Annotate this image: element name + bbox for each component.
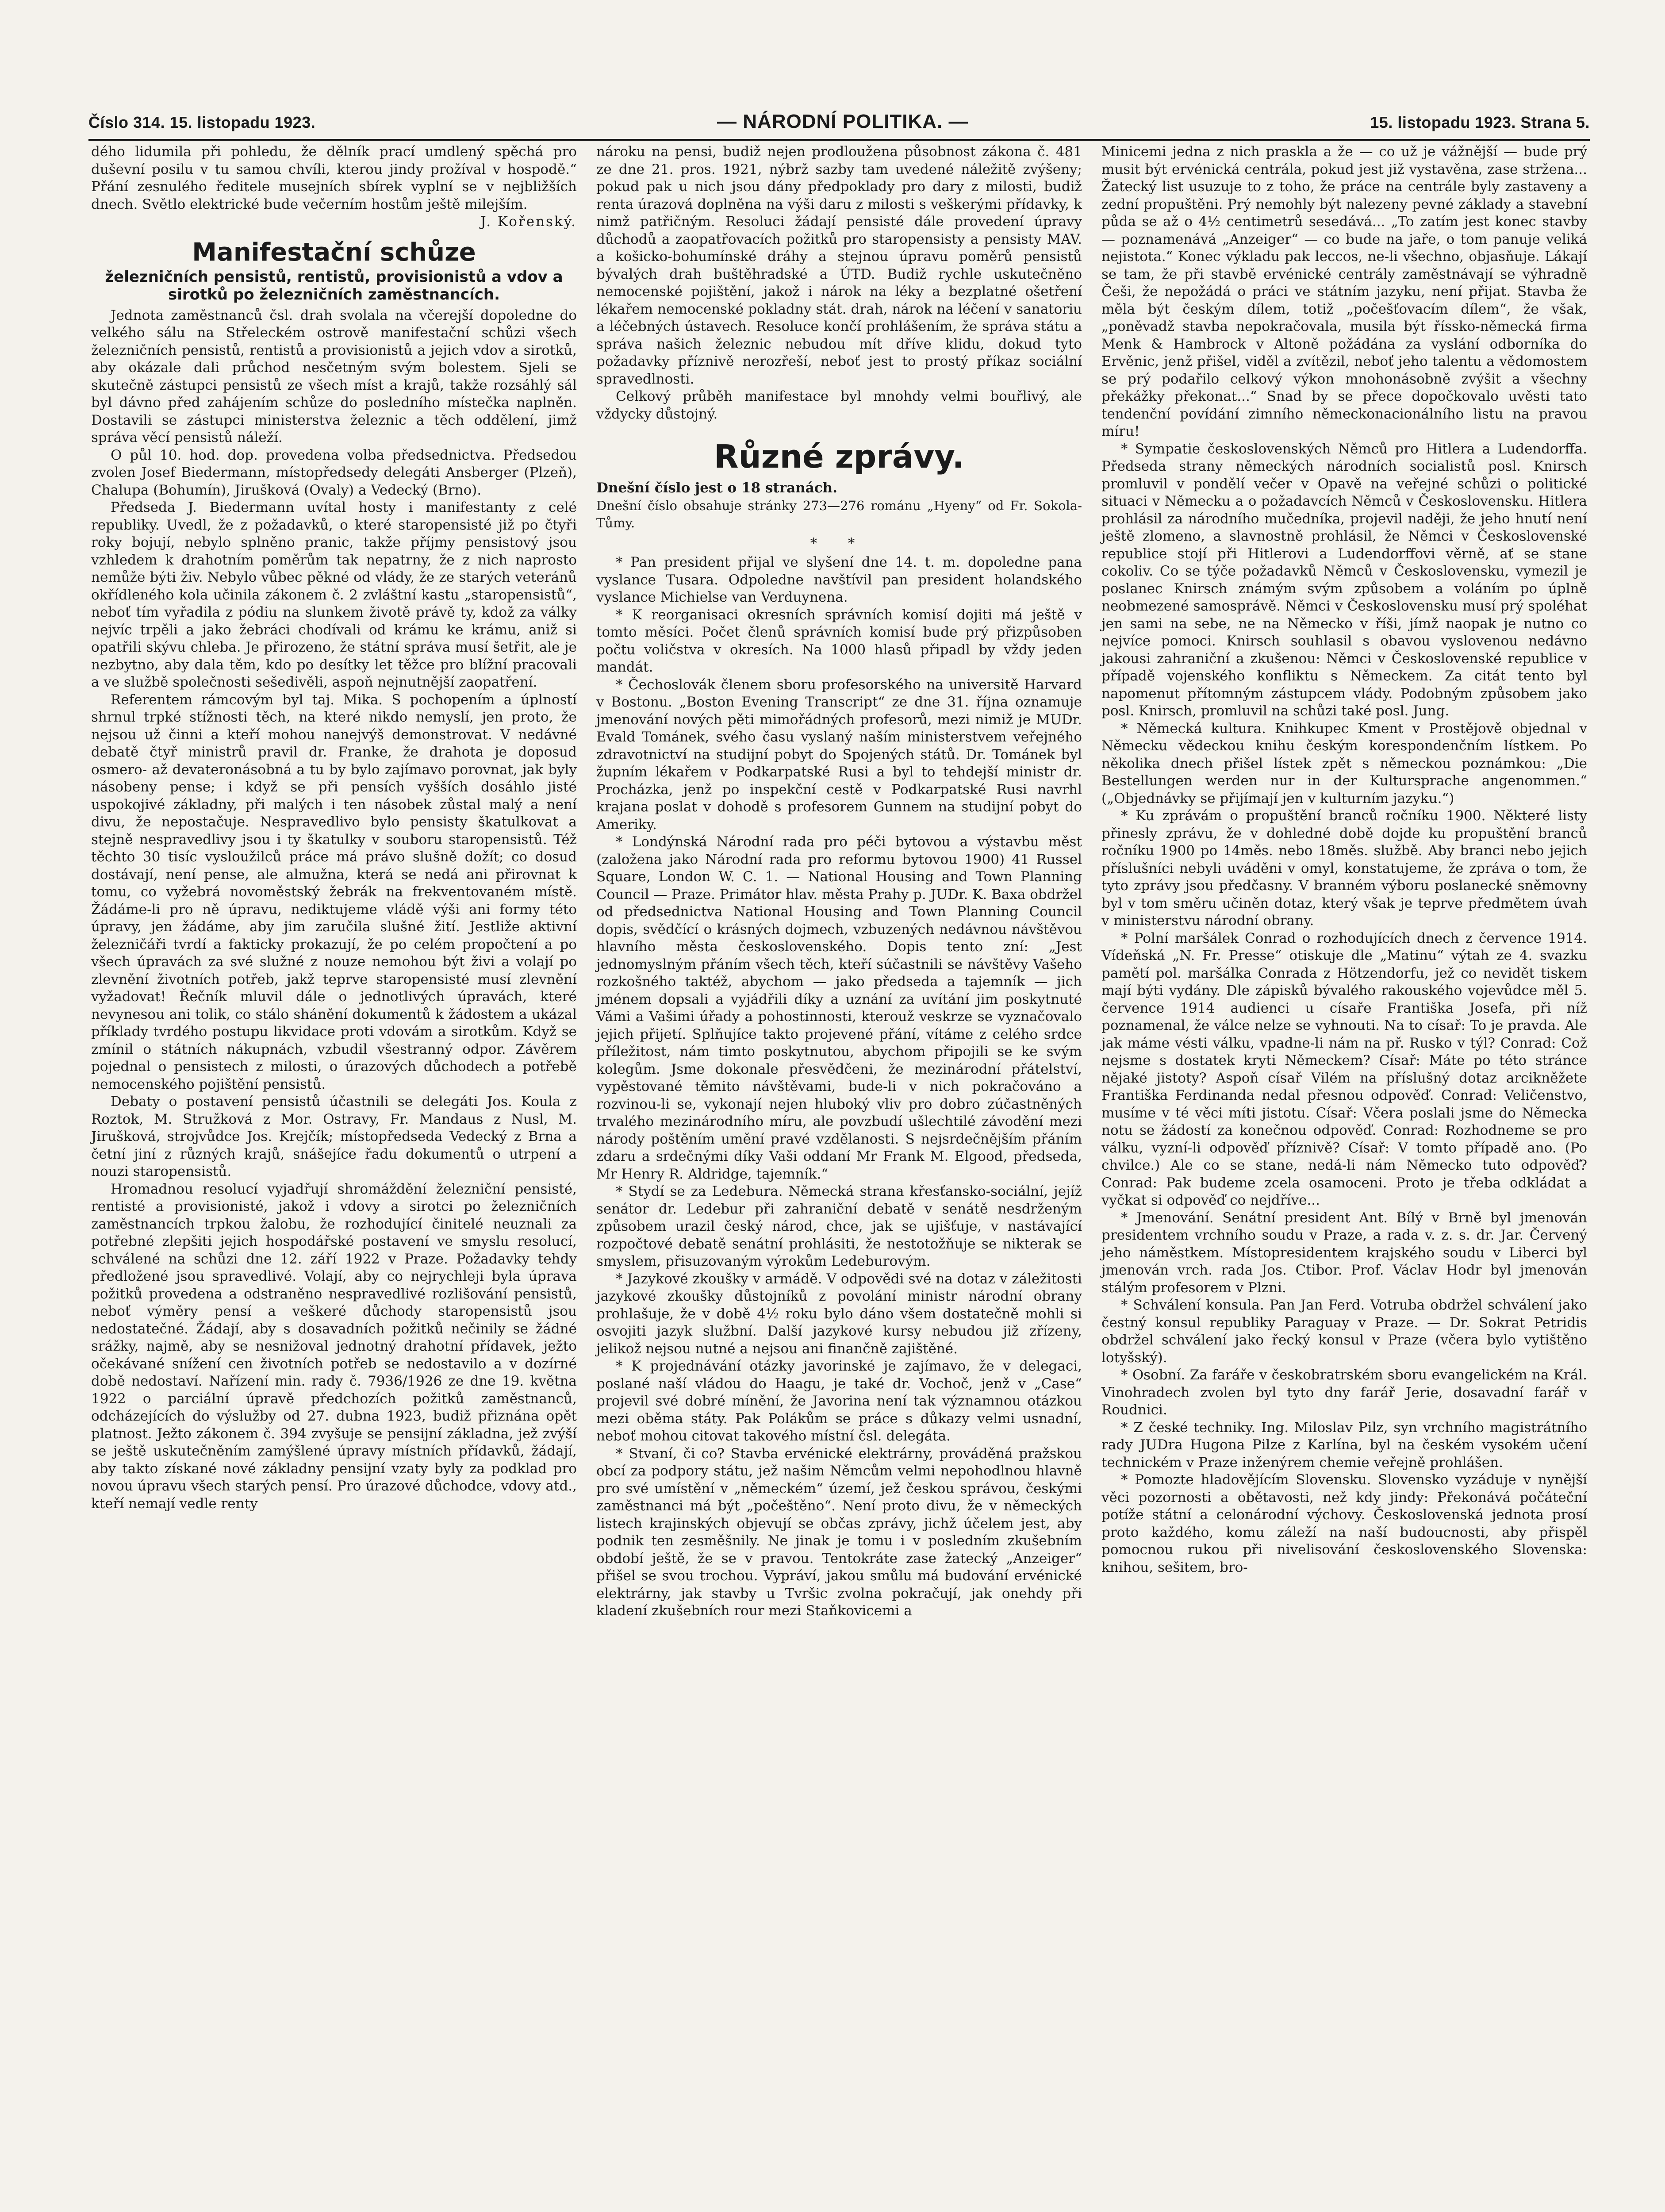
news-item: * Pan president přijal ve slyšení dne 14. t. m. dopoledne pana vyslance Tusara. Odpoledne navštívil pan president holandského vyslance Michielse van Verduynena. [596, 554, 1082, 605]
news-item: * Jazykové zkoušky v armádě. V odpovědi své na dotaz v záležitosti jazykové zkoušky důstojníků z povolání ministr národní obrany prohlašuje, že v době 4½ roku bylo dáno všem dostatečně mohli si osvojiti jazyk službní. Další jazykové kursy nebudou již zřízeny, jelikož nejsou nutné a nejsou ani finančně zajištěné. [596, 1271, 1082, 1357]
paragraph: Předseda J. Biedermann uvítal hosty i manifestanty z celé republiky. Uvedl, že z požadavků, o které staropensisté již po čtyři roky bojují, nebylo splněno pranic, takže příjmy pensistový jsou vzhledem k drahotním poměrům tak nepatrny, že z nich naprosto nemůže býti živ. Nebylo vůbec pěkné od vlády, že ze starých veteránů okřídleného kola učinila zákonem č. 2 zvláštní kastu „staropensistů“, neboť tím vyřadila z pódiu na slunkem životě právě ty, kdož za války nejvíc trpěli a jako žebráci chodívali od krámu ke krámu, aniž si opatřili skývu chleba. Je přirozeno, že státní správa musí šetřit, ale je nezbytno, aby dala těm, kdo po desítky let těžce pro blížní pracovali a ve službě společnosti sešedivěli, aspoň nejnutnější zaopatření. [91, 499, 577, 690]
separator-stars: * * [810, 535, 868, 551]
paragraph: O půl 10. hod. dop. provedena volba předsednictva. Předsedou zvolen Josef Biedermann, místopředsedy delegáti Ansberger (Plzeň), Chalupa (Bohumín), Jirušková (Ovaly) a Vedecký (Brno). [91, 447, 577, 498]
header-rule [88, 139, 1590, 141]
header-page-number: 15. listopadu 1923. Strana 5. [1370, 113, 1590, 131]
paragraph: dého lidumila při pohledu, že dělník prací umdlený spěchá pro duševní posilu v tu samou chvíli, kterou jindy prožíval v hospodě.“ Přání zesnulého ředitele musejních sbírek vyplní se v nejbližších dnech. Světlo elektrické bude večerním hostům ještě milejším. [91, 144, 577, 212]
newspaper-title: — NÁRODNÍ POLITIKA. — [717, 111, 969, 132]
author-signature: J. Kořenský. [480, 214, 577, 230]
news-item: * K projednávání otázky javorinské je zajímavo, že v delegaci, poslané naší vládou do Haagu, je také dr. Vochoč, jenž v „Case“ projevil své dobré mínění, že Javorina není tak významnou otázkou mezi oběma státy. Pak Polákům se práce s důkazy velmi usnadní, neboť mohou citovat takového místní čsl. delegáta. [596, 1358, 1082, 1444]
section-heading: Různé zprávy. [714, 438, 964, 475]
news-item: * Stvaní, či co? Stavba ervénické elektrárny, prováděná pražskou obcí za podpory státu, jež našim Němcům velmi nepohodlnou hlavně pro své umístění v „německém“ území, jež českou správou, českými zaměstnanci má být „počeštěno“. Není proto divu, že v německých listech krajinských objevují se občas zprávy, jichž účelem jest, aby podnik ten zesměšnily. Ne jinak je tomu i v posledním zkušebním období ještě, že se v pravou. Tentokráte zase žatecký „Anzeiger“ přišel se svou trochou. Vypráví, jakou smůlu má budování ervénické elektrárny, jak stavby u Tvršic zvolna pokračují, jak onehdy při kladení zkušebních rour mezi Staňkovicemi a [596, 1445, 1082, 1619]
paragraph: Referentem rámcovým byl taj. Mika. S pochopením a úplností shrnul trpké stížnosti těch, na které nikdo nemyslí, jen proto, že nejsou už činni a kteří mohou nanejvýš demonstrovat. V nedávné debatě čtyř ministrů pravil dr. Franke, že drahota je doposud osmero- až devateronásobná a tu by bylo zajímavo porovnat, jak byly násobeny pense; i když se při pensích vyšších dosáhlo jisté uspokojivé základny, při malých i ten násobek zůstal malý a není divu, že nepostačuje. Nespravedlivo bylo pensisty škatulkovat a stejně nespravedlivy jsou i ty škatulky v souboru staropensistů. Též těchto 30 tisíc vysloužilců práce má právo slušně dožít; co dosud dostávají, není pense, ale almužna, která se nedá ani přirovnat k tomu, co vyžebrá novoměstský žebrák na frekventovaném místě. Žádáme-li pro ně úpravu, nediktujeme vládě výši ani formy této úpravy, jen žádáme, aby jim zaručila slušné žití. Jestliže aktivní železničáři tvrdí a fakticky prokazují, že po celém propočtení a po všech úpravách za své služné z nouze nemohou být živi a volají po zlevnění životních potřeb, jakž teprve staropensisté musí zlevnění vyžadovat! Řečník mluvil dále o jednotlivých úpravách, které nevynesou ani tolik, co stálo shánění dokumentů k žádostem a ukázal příklady tvrdého postupu likvidace proti vdovám a sirotkům. Když se zmínil o státních nákupnách, vzbudil všestranný odpor. Závěrem pojednal o pensistech z milosti, o úrazových důchodech a potřebě nemocenského pojištění pensistů. [91, 691, 577, 1092]
paragraph: Jednota zaměstnanců čsl. drah svolala na včerejší dopoledne do velkého sálu na Střeleckém ostrově manifestační schůzi všech železničních pensistů, rentistů a provisionistů a jejich vdov a sirotků, aby okázale dali průchod nesčetným svým bolestem. Sjeli se skutečně zástupci pensistů ze všech míst a krajů, takže rozsáhlý sál byl dávno před zahájením schůze do posledního místečka naplněn. Dostavili se zástupci ministerstva železnic a těch oddělení, jimž správa věcí pensistů náleží. [91, 307, 577, 445]
page-header [88, 111, 1590, 139]
column-3 [1099, 143, 1590, 2212]
news-item: * Osobní. Za faráře v českobratrském sboru evangelickém na Král. Vinohradech zvolen byl tyto dny farář Jerie, dosavadní farář v Roudnici. [1101, 1367, 1587, 1418]
article-subheading: železničních pensistů, rentistů, provisionistů a vdov a sirotků po železničních zaměstnancích. [105, 268, 563, 303]
paragraph: Celkový průběh manifestace byl mnohdy velmi bouřlivý, ale vždycky důstojný. [596, 388, 1082, 422]
article-heading: Manifestační schůze [192, 238, 476, 267]
news-item: * Polní maršálek Conrad o rozhodujících dnech z července 1914. Vídeňská „N. Fr. Presse“ otiskuje dle „Matinu“ výtah ze 4. svazku pamětí pol. maršálka Conrada z Hötzendorfu, jež co nevidět tiskem mají býti vydány. Dle zápisků bývalého rakouského vojevůdce měl 5. července 1914 audienci u císaře Františka Josefa, při níž poznamenal, že válce nelze se vyhnouti. Na to císař: To je pravda. Ale jak máme vésti válku, vpadne-li nám na př. Rusko v týl? Conrad: Což nejsme s dostatek kryti Německem? Císař: Máte po této stránce nějaké jistoty? Aspoň císař Vilém na příslušný dotaz arcikněžete Františka Ferdinanda nedal přesnou odpověď. Conrad: Veličenstvo, musíme v té věci míti jistotu. Císař: Včera poslali jsme do Německa notu se žádostí za konečnou odpověď. Conrad: Rozhodneme se pro válku, vyzní-li odpověď příznivě? Císař: V tomto případě ano. (Po chvilce.) Ale co se stane, nedá-li nám Německo tuto odpověď? Conrad: Pak budeme zcela osamoceni. Proto je třeba odkládat a vyčkat si odpověď co nejdříve... [1101, 930, 1587, 1208]
paragraph: Debaty o postavení pensistů účastnili se delegáti Jos. Koula z Roztok, M. Stružková z Mor. Ostravy, Fr. Mandaus z Nusl, M. Jirušková, strojvůdce Jos. Krejčík; místopředseda Vedecký z Brna a četní jiní z různých krajů, snášejíce řadu dokumentů o utrpení a nouzi staropensistů. [91, 1094, 577, 1179]
serial-note: Dnešní číslo obsahuje stránky 273—276 románu „Hyeny“ od Fr. Sokola-Tůmy. [596, 498, 1082, 530]
paragraph: nároku na pensi, budiž nejen prodloužena působnost zákona č. 481 ze dne 21. pros. 1921, nýbrž sazby tam uvedené náležitě zvýšeny; pokud pak u nich jsou dány předpoklady pro dary z milosti, budiž renta úrazová doplněna na výši daru z milosti s veškerými přídavky, k nimž patřičným. Resoluci žádají pensisté dále provedení úpravy důchodů a zaopatřovacích požitků pro staropensisty a pensisty MAV. a košicko-bohumínské dráhy a stejnou úpravu poměrů pensistů bývalých drah buštěhradské a ÚTD. Budiž rychle uskutečněno nemocenské pojištění, jakož i nárok na léky a bezplatné ošetření lékařem nemocenské pokladny stát. drah, nárok na léčení v sanatoriu a léčebných ústavech. Resoluce končí prohlášením, že správa státu a správa našich železnic nebudou mít dříve klidu, dokud tyto požadavky příznivě nerozřeší, neboť jest to prostý příkaz sociální spravedlnosti. [596, 144, 1082, 387]
news-item: * Ku zprávám o propuštění branců ročníku 1900. Některé listy přinesly zprávu, že v dohledné době dojde ku propuštění branců ročníku 1900 po 14měs. nebo 18měs. službě. Aby branci nebo jejich příslušníci nebyli uváděni v omyl, konstatujeme, že zpráva o tom, že tyto zprávy jsou předčasny. V branném výboru poslanecké sněmovny byl v tom směru učiněn dotaz, který však je teprve předmětem úvah v ministerstvu národní obrany. [1101, 808, 1587, 929]
news-item: * Německá kultura. Knihkupec Kment v Prostějově objednal v Německu vědeckou knihu českým korespondenčním lístkem. Po několika dnech přišel lístek zpět s německou poznámkou: „Die Bestellungen werden nur in der Kultursprache angenommen.“ („Objednávky se přijímají jen v kulturním jazyku.“) [1101, 720, 1587, 806]
issue-note: Dnešní číslo jest o 18 stranách. [596, 480, 837, 496]
news-item: * Jmenování. Senátní president Ant. Bílý v Brně byl jmenován presidentem vrchního soudu v Praze, a rada v. z. s. dr. Jar. Červený jeho náměstkem. Místopresidentem krajského soudu v Liberci byl jmenován vrch. rada Jos. Ctibor. Prof. Václav Hodr byl jmenován stálým profesorem v Plzni. [1101, 1210, 1587, 1296]
news-item: * Čechoslovák členem sboru profesorského na universitě Harvard v Bostonu. „Boston Evening Transcript“ ze dne 31. října oznamuje jmenování nových pěti mimořádných profesorů, mezi nimiž je MUDr. Evald Tománek, svého času vyslaný naším ministerstvem veřejného zdravotnictví na studijní pobyt do Spojených států. Dr. Tománek byl župním lékařem v Podkarpatské Rusi a byl to tehdejší ministr dr. Procházka, jenž po inspekční cestě v Podkarpatské Rusi navrhl krajana poslat v dohodě s profesorem Gunnem na studijní pobyt do Ameriky. [596, 676, 1082, 833]
column-2 [594, 143, 1085, 2212]
news-item: * Schválení konsula. Pan Jan Ferd. Votruba obdržel schválení jako čestný konsul republiky Paraguay v Praze. — Dr. Sokrat Petridis obdržel schválení jako řecký konsul v Praze (včera bylo vytištěno lotyšský). [1101, 1297, 1587, 1366]
header-issue-date: Číslo 314. 15. listopadu 1923. [88, 113, 316, 131]
news-item: * Pomozte hladovějícím Slovensku. Slovensko vyzáduje v nynější věci pozornosti a obětavosti, než kdy jindy: Překonává počáteční potíže státní a celonárodní výchovy. Československá jednota prosí proto každého, komu záleží na naší budoucnosti, aby přispěl pomocnou rukou při nivelisování československého Slovenska: knihou, sešitem, bro- [1101, 1472, 1587, 1575]
news-item: * Londýnská Národní rada pro péči bytovou a výstavbu měst (založena jako Národní rada pro reformu bytovou 1900) 41 Russel Square, London W. C. 1. — National Housing and Town Planning Council — Praze. Primátor hlav. města Prahy p. JUDr. K. Baxa obdržel od předsednictva National Housing and Town Planning Council dopis, svědčící o krásných dojmech, vzbuzených nedávnou návštěvou hlavního města československého. Dopis tento zní: „Jest jednomyslným přáním všech těch, kteří súčastnili se návštěvy Vašeho rozkošného taktéž, abychom — jako předseda a tajemník — jich jménem dopsali a vyjádřili díky a uznání za uvítání jim poskytnuté Vámi a Vašimi úřady a pohostinnosti, kterouž veskrze se vyznačovalo jejich přijetí. Splňujíce takto projevené přání, vítáme z celého srdce příležitost, nám timto poskytnutou, abychom připojili se ke svým kolegům. Jsme dokonale přesvědčeni, že mezinárodní přátelství, vypěstované těmito návštěvami, bude-li v nich pokračováno a rozvinou-li se, vykonají nejen hluboký vliv pro dobro zúčastněných trvalého mezinárodního míru, ale povzbudí ušlechtilé závodění mezi národy poštěním umění pravé vzdělanosti. S nejsrdečnějším přáním zdaru a srdečnými díky Vaši oddaní Mr Frank M. Elgood, předseda, Mr Henry R. Aldridge, tajemník.“ [596, 834, 1082, 1182]
columns [88, 143, 1590, 2212]
news-item: * Stydí se za Ledebura. Německá strana křesťansko-sociální, jejíž senátor dr. Ledebur při zahraniční debatě v senátě nesdrženým způsobem urazil český národ, chce, jak se ujišťuje, v nastávající rozpočtové debatě senátní prohlásiti, že nestotožňuje se nikterak se smyslem, přisuzovaným výrokům Ledeburovým. [596, 1183, 1082, 1269]
news-item: * Z české techniky. Ing. Miloslav Pilz, syn vrchního magistrátního rady JUDra Hugona Pilze z Karlína, byl na českém vysokém učení technickém v Praze inženýrem chemie veřejně prohlášen. [1101, 1419, 1587, 1471]
news-item: * K reorganisaci okresních správních komisí dojiti má ještě v tomto měsíci. Počet členů správních komisí bude prý přizpůsoben počtu voličstva v okresích. Na 1000 hlasů připadl by vždy jeden mandát. [596, 607, 1082, 675]
column-1 [88, 143, 579, 2212]
paragraph: Hromadnou resolucí vyjadřují shromáždění železniční pensisté, rentisté a provisionisté, jakož i vdovy a sirotci po železničních zaměstnancích trpkou žalobu, že rozhodující činitelé neuznali za potřebné zlepšiti jejich hospodářské postavení ve smyslu resolucí, schválené na schůzi dne 12. září 1922 v Praze. Požadavky tehdy předložené jsou spravedlivé. Volají, aby co nejrychleji byla úprava požitků provedena a odstraněno nespravedlivé rozlišování pensistů, neboť výměry pensí a veškeré důchody staropensistů jsou nedostatečné. Žádají, aby s dosavadních požitků nečinily se žádné srážky, najmě, aby se nesnižoval jednotný drahotní přídavek, ježto očekávané snížení cen životních potřeb se nedostavilo a v dozírné době nedostaví. Nařízení min. rady č. 7936/1926 ze dne 19. května 1922 o parciální úpravě předchozích požitků zaměstnanců, odcházejících do výslužby od 27. dubna 1923, budiž přiznána opět platnost. Ježto zákonem č. 394 zvyšuje se pensijní základna, jež zvýší se ještě uskutečněním zamýšlené úpravy místních přídavků, žádají, aby takto získané nové základny pensijní vzaty byly za podklad pro novou úpravu všech starých pensí. Pro úrazové důchodce, vdovy atd., kteří nemají vedle renty [91, 1181, 577, 1512]
news-item: * Sympatie československých Němců pro Hitlera a Ludendorffa. Předseda strany německých národních socialistů posl. Knirsch promluvil v pondělí večer v Opavě na veřejné schůzi o politické situaci v Německu a o požadavcích Němců v Československu. Hitlera prohlásil za národního mučedníka, projevil naději, že jeho hnutí není ještě zlomeno, a slavnostně prohlásil, že Němci v Československé republice stojí při Hitlerovi a Ludendorffovi věrně, ať se stane cokoliv. Co se týče požadavků Němců v Československu, vymezil je poslanec Knirsch známým svým způsobem a voláním po úplně neobmezené samosprávě. Němci v Československu musí prý spoléhat jen sami na sebe, ne na Německo v říši, jímž naopak je nutno co nejvíce pomoci. Knirsch souhlasil s obavou vyslovenou nedávno jakousi zahraniční a zkušenou: Němci v Československé republice v případě vojenského konfliktu s Německem. Za citát tento byl napomenut přítomným zástupcem vlády. Podobným způsobem jako posl. Knirsch, promluvil na schůzi také posl. Jung. [1101, 441, 1587, 719]
paragraph: Minicemi jedna z nich praskla a že — co už je vážnější — bude prý musit být ervénická centrála, pokud jest již vystavěna, zase stržena... Žatecký list usuzuje to z toho, že práce na centrále byly zastaveny a zední propuštěni. Prý nemohly být nalezeny pevné základy a stavební půda se až o 4½ centimetrů sesedává... „To zatím jest konec stavby — poznamenává „Anzeiger“ — co bude na jaře, o tom panuje veliká nejistota.“ Konec výkladu pak leccos, ne-li všechno, objasňuje. Lákají se tam, že při stavbě ervénické centrály zaměstnávají se výhradně Češi, že nepožádá o práci ve státním jazyku, není přijat. Stavba že měla být českým dílem, totiž „počešťovacím dílem“, že však, „poněvadž stavba nepokračovala, musila být říssko-německá firma Menk & Hambrock v Altoně požádána za vyslání odborníka do Ervěnic, jenž přišel, viděl a zvítězil, neboť jeho talentu a vědomostem se prý podařilo celkový výkon mnohonásobně zvýšit a všechny překážky překonat...“ Snad by se přece dopočkovalo uvěsti tato tendenční povídání zimního německonacionálního listu na pravou míru! [1101, 144, 1587, 439]
